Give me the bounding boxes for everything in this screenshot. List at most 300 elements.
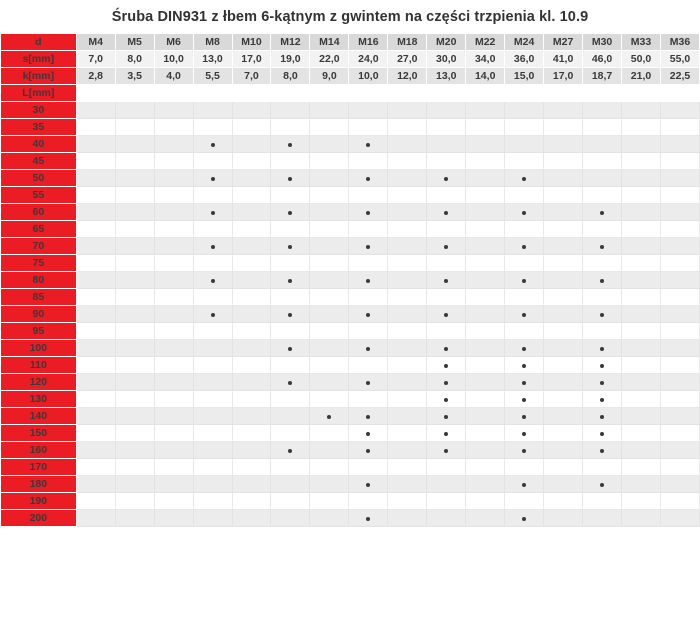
availability-cell bbox=[154, 493, 193, 510]
column-header-m12: M12 bbox=[271, 34, 310, 51]
availability-cell bbox=[310, 255, 349, 272]
column-header-m22: M22 bbox=[466, 34, 505, 51]
availability-cell bbox=[544, 306, 583, 323]
availability-cell bbox=[193, 272, 232, 289]
availability-dot-icon bbox=[288, 279, 292, 283]
availability-cell bbox=[583, 170, 622, 187]
availability-cell bbox=[427, 119, 466, 136]
availability-cell bbox=[622, 272, 661, 289]
availability-cell bbox=[193, 306, 232, 323]
availability-cell bbox=[310, 306, 349, 323]
availability-cell bbox=[232, 102, 271, 119]
availability-cell bbox=[232, 221, 271, 238]
availability-cell bbox=[583, 204, 622, 221]
availability-cell bbox=[271, 119, 310, 136]
availability-cell bbox=[232, 408, 271, 425]
availability-cell bbox=[271, 476, 310, 493]
availability-cell bbox=[427, 357, 466, 374]
availability-cell bbox=[232, 238, 271, 255]
availability-cell bbox=[115, 391, 154, 408]
availability-cell bbox=[427, 153, 466, 170]
availability-cell bbox=[232, 153, 271, 170]
availability-cell bbox=[505, 153, 544, 170]
availability-cell bbox=[466, 153, 505, 170]
availability-cell bbox=[232, 272, 271, 289]
availability-cell bbox=[505, 204, 544, 221]
availability-cell bbox=[271, 459, 310, 476]
l-header-spacer bbox=[115, 85, 154, 102]
availability-cell bbox=[583, 136, 622, 153]
availability-cell bbox=[271, 408, 310, 425]
availability-cell bbox=[232, 442, 271, 459]
availability-cell bbox=[193, 187, 232, 204]
length-label: 140 bbox=[1, 408, 77, 425]
availability-cell bbox=[349, 408, 388, 425]
availability-cell bbox=[76, 459, 115, 476]
availability-cell bbox=[583, 340, 622, 357]
availability-cell bbox=[193, 493, 232, 510]
availability-cell bbox=[193, 408, 232, 425]
availability-cell bbox=[271, 289, 310, 306]
availability-cell bbox=[660, 323, 699, 340]
availability-cell bbox=[115, 102, 154, 119]
availability-cell bbox=[544, 102, 583, 119]
availability-cell bbox=[622, 323, 661, 340]
availability-cell bbox=[427, 374, 466, 391]
availability-cell bbox=[505, 340, 544, 357]
availability-cell bbox=[388, 153, 427, 170]
k-value: 2,8 bbox=[76, 68, 115, 85]
availability-cell bbox=[232, 425, 271, 442]
availability-cell bbox=[427, 459, 466, 476]
availability-cell bbox=[349, 391, 388, 408]
availability-cell bbox=[76, 255, 115, 272]
availability-cell bbox=[310, 221, 349, 238]
availability-cell bbox=[115, 238, 154, 255]
availability-cell bbox=[544, 340, 583, 357]
availability-cell bbox=[154, 102, 193, 119]
availability-cell bbox=[310, 289, 349, 306]
availability-cell bbox=[271, 323, 310, 340]
availability-cell bbox=[349, 357, 388, 374]
table-row bbox=[1, 255, 700, 272]
availability-dot-icon bbox=[522, 211, 526, 215]
availability-cell bbox=[193, 425, 232, 442]
availability-cell bbox=[544, 408, 583, 425]
availability-cell bbox=[505, 136, 544, 153]
availability-cell bbox=[505, 187, 544, 204]
availability-cell bbox=[660, 170, 699, 187]
availability-cell bbox=[544, 255, 583, 272]
availability-cell bbox=[544, 374, 583, 391]
l-header-spacer bbox=[583, 85, 622, 102]
availability-dot-icon bbox=[444, 449, 448, 453]
availability-cell bbox=[388, 170, 427, 187]
availability-cell bbox=[622, 493, 661, 510]
column-header-m36: M36 bbox=[660, 34, 699, 51]
table-row bbox=[1, 204, 700, 221]
availability-cell bbox=[271, 221, 310, 238]
availability-cell bbox=[310, 187, 349, 204]
availability-cell bbox=[193, 255, 232, 272]
availability-cell bbox=[660, 493, 699, 510]
availability-cell bbox=[660, 357, 699, 374]
availability-cell bbox=[115, 204, 154, 221]
availability-cell bbox=[115, 425, 154, 442]
availability-cell bbox=[660, 510, 699, 527]
length-label: 190 bbox=[1, 493, 77, 510]
availability-dot-icon bbox=[444, 347, 448, 351]
availability-cell bbox=[349, 153, 388, 170]
availability-cell bbox=[466, 187, 505, 204]
availability-cell bbox=[115, 323, 154, 340]
availability-dot-icon bbox=[366, 211, 370, 215]
availability-cell bbox=[660, 408, 699, 425]
length-label: 120 bbox=[1, 374, 77, 391]
availability-cell bbox=[544, 323, 583, 340]
availability-dot-icon bbox=[288, 449, 292, 453]
availability-cell bbox=[310, 425, 349, 442]
availability-cell bbox=[349, 289, 388, 306]
availability-cell bbox=[232, 187, 271, 204]
availability-cell bbox=[154, 408, 193, 425]
availability-cell bbox=[466, 510, 505, 527]
availability-cell bbox=[505, 408, 544, 425]
availability-cell bbox=[622, 306, 661, 323]
availability-cell bbox=[505, 357, 544, 374]
availability-cell bbox=[466, 340, 505, 357]
availability-dot-icon bbox=[211, 245, 215, 249]
availability-cell bbox=[660, 255, 699, 272]
availability-cell bbox=[271, 102, 310, 119]
availability-cell bbox=[388, 510, 427, 527]
availability-cell bbox=[193, 136, 232, 153]
availability-cell bbox=[115, 306, 154, 323]
length-label: 35 bbox=[1, 119, 77, 136]
availability-cell bbox=[154, 204, 193, 221]
availability-cell bbox=[349, 136, 388, 153]
availability-cell bbox=[466, 136, 505, 153]
availability-cell bbox=[388, 187, 427, 204]
availability-cell bbox=[622, 459, 661, 476]
availability-cell bbox=[505, 510, 544, 527]
availability-cell bbox=[505, 425, 544, 442]
availability-cell bbox=[388, 306, 427, 323]
availability-cell bbox=[154, 136, 193, 153]
k-value: 9,0 bbox=[310, 68, 349, 85]
availability-cell bbox=[271, 255, 310, 272]
availability-cell bbox=[271, 510, 310, 527]
availability-cell bbox=[427, 170, 466, 187]
table-row bbox=[1, 340, 700, 357]
table-row bbox=[1, 221, 700, 238]
table-row bbox=[1, 374, 700, 391]
availability-cell bbox=[232, 340, 271, 357]
availability-cell bbox=[466, 221, 505, 238]
availability-cell bbox=[76, 340, 115, 357]
s-value: 13,0 bbox=[193, 51, 232, 68]
length-label: 200 bbox=[1, 510, 77, 527]
availability-cell bbox=[660, 119, 699, 136]
availability-cell bbox=[427, 306, 466, 323]
availability-cell bbox=[583, 306, 622, 323]
availability-cell bbox=[271, 136, 310, 153]
availability-cell bbox=[505, 323, 544, 340]
availability-cell bbox=[388, 476, 427, 493]
availability-cell bbox=[310, 510, 349, 527]
l-header-spacer bbox=[660, 85, 699, 102]
l-header-spacer bbox=[310, 85, 349, 102]
availability-cell bbox=[660, 425, 699, 442]
availability-cell bbox=[349, 187, 388, 204]
availability-dot-icon bbox=[522, 517, 526, 521]
availability-cell bbox=[660, 442, 699, 459]
table-row bbox=[1, 272, 700, 289]
availability-cell bbox=[583, 323, 622, 340]
availability-cell bbox=[466, 272, 505, 289]
length-label: 60 bbox=[1, 204, 77, 221]
availability-cell bbox=[660, 272, 699, 289]
availability-cell bbox=[349, 442, 388, 459]
availability-dot-icon bbox=[600, 483, 604, 487]
k-value: 4,0 bbox=[154, 68, 193, 85]
availability-dot-icon bbox=[444, 313, 448, 317]
availability-cell bbox=[544, 136, 583, 153]
availability-dot-icon bbox=[522, 398, 526, 402]
availability-cell bbox=[544, 510, 583, 527]
availability-cell bbox=[544, 476, 583, 493]
availability-dot-icon bbox=[444, 398, 448, 402]
availability-cell bbox=[505, 459, 544, 476]
availability-cell bbox=[660, 476, 699, 493]
availability-cell bbox=[583, 272, 622, 289]
availability-cell bbox=[505, 289, 544, 306]
availability-cell bbox=[544, 289, 583, 306]
availability-dot-icon bbox=[522, 177, 526, 181]
availability-cell bbox=[544, 493, 583, 510]
l-header-spacer bbox=[193, 85, 232, 102]
l-header-spacer bbox=[505, 85, 544, 102]
availability-cell bbox=[154, 391, 193, 408]
availability-cell bbox=[505, 442, 544, 459]
availability-cell bbox=[505, 306, 544, 323]
availability-cell bbox=[544, 119, 583, 136]
availability-cell bbox=[154, 187, 193, 204]
availability-cell bbox=[427, 323, 466, 340]
availability-cell bbox=[271, 272, 310, 289]
k-value: 10,0 bbox=[349, 68, 388, 85]
availability-dot-icon bbox=[600, 211, 604, 215]
l-header-spacer bbox=[154, 85, 193, 102]
availability-cell bbox=[466, 374, 505, 391]
availability-dot-icon bbox=[211, 279, 215, 283]
header-row-s bbox=[1, 51, 700, 68]
k-value: 7,0 bbox=[232, 68, 271, 85]
availability-cell bbox=[622, 442, 661, 459]
availability-cell bbox=[76, 119, 115, 136]
availability-cell bbox=[466, 102, 505, 119]
availability-cell bbox=[349, 425, 388, 442]
availability-cell bbox=[310, 442, 349, 459]
availability-dot-icon bbox=[211, 211, 215, 215]
s-value: 17,0 bbox=[232, 51, 271, 68]
availability-cell bbox=[193, 102, 232, 119]
availability-cell bbox=[544, 459, 583, 476]
availability-cell bbox=[349, 340, 388, 357]
availability-dot-icon bbox=[288, 177, 292, 181]
table-row bbox=[1, 493, 700, 510]
availability-cell bbox=[271, 306, 310, 323]
table-row bbox=[1, 119, 700, 136]
availability-cell bbox=[271, 153, 310, 170]
availability-cell bbox=[583, 289, 622, 306]
availability-cell bbox=[154, 289, 193, 306]
availability-cell bbox=[310, 459, 349, 476]
availability-dot-icon bbox=[211, 313, 215, 317]
availability-cell bbox=[193, 442, 232, 459]
availability-cell bbox=[427, 442, 466, 459]
availability-cell bbox=[544, 272, 583, 289]
availability-cell bbox=[115, 493, 154, 510]
availability-cell bbox=[427, 255, 466, 272]
availability-cell bbox=[583, 493, 622, 510]
availability-cell bbox=[154, 119, 193, 136]
availability-cell bbox=[583, 153, 622, 170]
availability-cell bbox=[388, 289, 427, 306]
availability-dot-icon bbox=[522, 381, 526, 385]
availability-cell bbox=[193, 119, 232, 136]
availability-cell bbox=[115, 476, 154, 493]
availability-cell bbox=[427, 136, 466, 153]
availability-cell bbox=[349, 306, 388, 323]
availability-dot-icon bbox=[522, 245, 526, 249]
availability-cell bbox=[466, 459, 505, 476]
table-row bbox=[1, 136, 700, 153]
availability-cell bbox=[76, 323, 115, 340]
availability-cell bbox=[660, 374, 699, 391]
availability-cell bbox=[466, 238, 505, 255]
length-label: 100 bbox=[1, 340, 77, 357]
availability-dot-icon bbox=[288, 245, 292, 249]
availability-dot-icon bbox=[600, 415, 604, 419]
availability-cell bbox=[76, 408, 115, 425]
availability-cell bbox=[622, 238, 661, 255]
length-label: 50 bbox=[1, 170, 77, 187]
availability-cell bbox=[310, 476, 349, 493]
table-row bbox=[1, 510, 700, 527]
availability-cell bbox=[271, 391, 310, 408]
availability-cell bbox=[115, 136, 154, 153]
availability-cell bbox=[544, 238, 583, 255]
spec-table bbox=[0, 33, 700, 527]
s-value: 36,0 bbox=[505, 51, 544, 68]
availability-cell bbox=[115, 289, 154, 306]
availability-dot-icon bbox=[366, 245, 370, 249]
availability-cell bbox=[388, 102, 427, 119]
availability-cell bbox=[622, 374, 661, 391]
availability-cell bbox=[583, 374, 622, 391]
table-row bbox=[1, 442, 700, 459]
s-value: 8,0 bbox=[115, 51, 154, 68]
availability-cell bbox=[115, 442, 154, 459]
availability-cell bbox=[388, 323, 427, 340]
availability-cell bbox=[622, 289, 661, 306]
availability-cell bbox=[115, 170, 154, 187]
availability-cell bbox=[544, 357, 583, 374]
column-header-m24: M24 bbox=[505, 34, 544, 51]
availability-cell bbox=[115, 119, 154, 136]
availability-cell bbox=[505, 476, 544, 493]
table-row bbox=[1, 153, 700, 170]
availability-cell bbox=[349, 374, 388, 391]
availability-cell bbox=[115, 153, 154, 170]
availability-dot-icon bbox=[444, 364, 448, 368]
length-label: 70 bbox=[1, 238, 77, 255]
availability-cell bbox=[660, 459, 699, 476]
s-value: 41,0 bbox=[544, 51, 583, 68]
availability-cell bbox=[388, 204, 427, 221]
length-label: 90 bbox=[1, 306, 77, 323]
k-value: 14,0 bbox=[466, 68, 505, 85]
availability-cell bbox=[349, 510, 388, 527]
availability-cell bbox=[583, 442, 622, 459]
availability-cell bbox=[76, 425, 115, 442]
availability-cell bbox=[660, 238, 699, 255]
l-header-spacer bbox=[427, 85, 466, 102]
availability-cell bbox=[271, 357, 310, 374]
row-header-s: s[mm] bbox=[1, 51, 77, 68]
availability-cell bbox=[232, 357, 271, 374]
table-row bbox=[1, 102, 700, 119]
table-row bbox=[1, 306, 700, 323]
availability-dot-icon bbox=[600, 364, 604, 368]
availability-cell bbox=[427, 204, 466, 221]
availability-cell bbox=[193, 374, 232, 391]
table-body bbox=[1, 102, 700, 527]
availability-cell bbox=[232, 323, 271, 340]
availability-cell bbox=[115, 510, 154, 527]
availability-cell bbox=[349, 102, 388, 119]
availability-cell bbox=[622, 153, 661, 170]
availability-cell bbox=[466, 255, 505, 272]
availability-cell bbox=[76, 187, 115, 204]
length-label: 85 bbox=[1, 289, 77, 306]
k-value: 3,5 bbox=[115, 68, 154, 85]
availability-cell bbox=[388, 221, 427, 238]
availability-cell bbox=[349, 493, 388, 510]
k-value: 5,5 bbox=[193, 68, 232, 85]
availability-cell bbox=[193, 221, 232, 238]
availability-cell bbox=[544, 204, 583, 221]
availability-cell bbox=[583, 357, 622, 374]
column-header-m16: M16 bbox=[349, 34, 388, 51]
availability-dot-icon bbox=[366, 432, 370, 436]
availability-cell bbox=[583, 221, 622, 238]
table-row bbox=[1, 425, 700, 442]
availability-cell bbox=[660, 221, 699, 238]
availability-cell bbox=[388, 255, 427, 272]
availability-cell bbox=[544, 442, 583, 459]
availability-cell bbox=[76, 272, 115, 289]
availability-cell bbox=[115, 272, 154, 289]
availability-cell bbox=[583, 238, 622, 255]
availability-cell bbox=[349, 272, 388, 289]
availability-cell bbox=[349, 204, 388, 221]
column-header-m33: M33 bbox=[622, 34, 661, 51]
availability-dot-icon bbox=[366, 381, 370, 385]
availability-cell bbox=[427, 187, 466, 204]
availability-cell bbox=[388, 459, 427, 476]
